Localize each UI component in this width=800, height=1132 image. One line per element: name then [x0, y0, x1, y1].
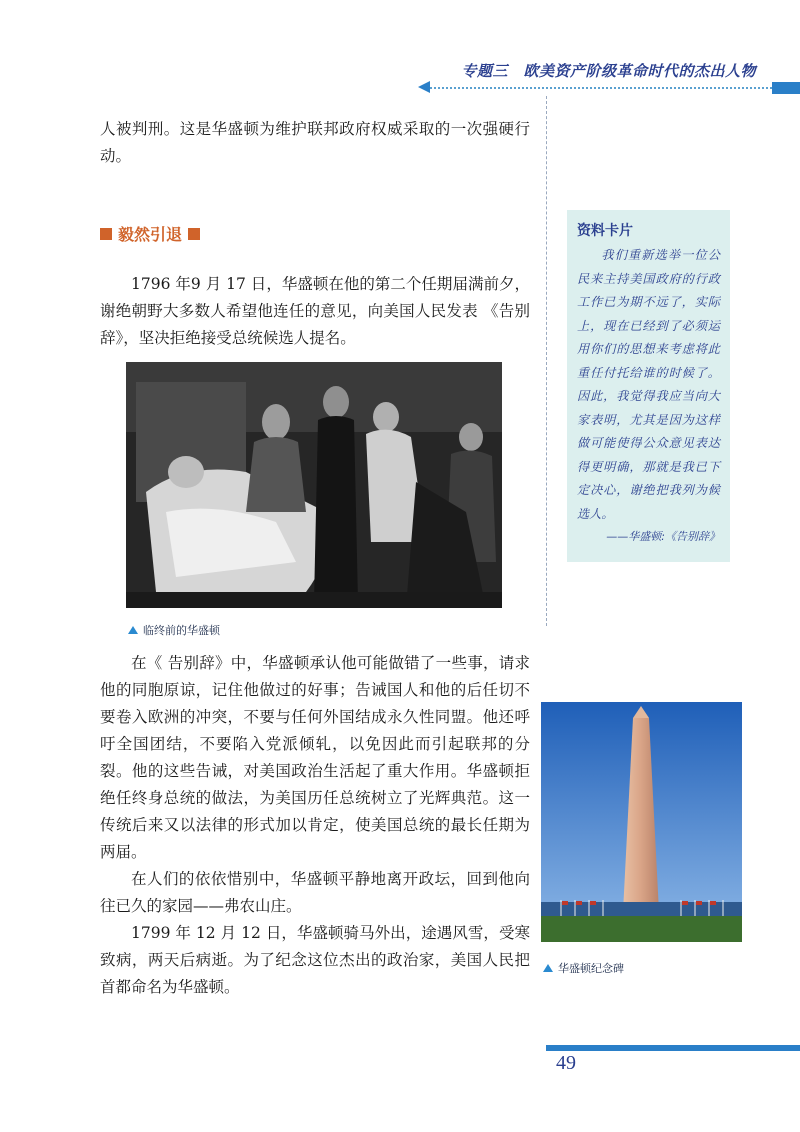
text-block-top: [100, 116, 530, 170]
header-dotted-rule: [430, 87, 772, 89]
caption-text: 华盛顿纪念碑: [558, 962, 624, 975]
deathbed-caption: [128, 622, 220, 638]
caption-triangle-icon: [128, 626, 138, 634]
footer-bar: [546, 1045, 800, 1051]
text-block-main: [100, 650, 530, 1001]
column-divider: [546, 96, 547, 626]
chapter-title: 专题三 欧美资产阶级革命时代的杰出人物: [461, 62, 756, 80]
header-accent-block: [772, 82, 800, 94]
section-heading-text: 毅然引退: [118, 225, 183, 244]
paragraph: 1799 年 12 月 12 日，华盛顿骑马外出，途遇风雪，受寒致病，两天后病逝。为了纪念这位杰出的政治家，美国人民把首都命名为华盛顿。: [100, 924, 530, 996]
caption-text: 临终前的华盛顿: [143, 624, 220, 637]
paragraph: 在《 告别辞》中，华盛顿承认他可能做错了一些事，请求他的同胞原谅，记住他做过的好事；告诫国人和他的后任切不要卷入欧洲的冲突，不要与任何外国结成永久性同盟。他还呼吁全国团结，不要陷入党派倾轧，以免因此而引起联邦的分裂。他的这些告诫，对美国政治生活起了重大作用。华盛顿拒绝任终身总统的做法，为美国历任总统树立了光辉典范。这一传统后来又以法律的形式加以肯定，使美国总统的最长任期为两届。: [100, 654, 530, 861]
card-quote: 我们重新选举一位公民来主持美国政府的行政工作已为期不远了，实际上，现在已经到了必须运用你们的思想来考虑将此重任付托给谁的时候了。因此，我觉得我应当向大家表明，尤其是因为这样做可能使得公众意见表达得更明确，那就是我已下定决心，谢绝把我列为候选人。: [577, 248, 720, 521]
caption-triangle-icon: [543, 964, 553, 972]
paragraph: 人被判刑。这是华盛顿为维护联邦政府权威采取的一次强硬行动。: [100, 120, 530, 165]
header-arrow-icon: [418, 81, 430, 93]
card-source: ——华盛顿:《告别辞》: [606, 530, 720, 543]
card-title: 资料卡片: [577, 223, 633, 239]
section-heading: [100, 222, 200, 245]
paragraph: 1796 年9 月 17 日，华盛顿在他的第二个任期届满前夕，谢绝朝野大多数人希望他连任的意见，向美国人民发表 《告别辞》，坚决拒绝接受总统候选人提名。: [100, 275, 530, 347]
text-block-intro: [100, 271, 530, 352]
data-card: [567, 210, 730, 562]
page-number: 49: [556, 1052, 576, 1074]
monument-caption: [543, 960, 624, 976]
paragraph: 在人们的依依惜别中，华盛顿平静地离开政坛，回到他向往已久的家园——弗农山庄。: [100, 870, 530, 915]
heading-square-icon: [100, 228, 112, 240]
monument-photo: [541, 702, 742, 942]
heading-square-icon: [188, 228, 200, 240]
deathbed-engraving-image: [126, 362, 502, 608]
